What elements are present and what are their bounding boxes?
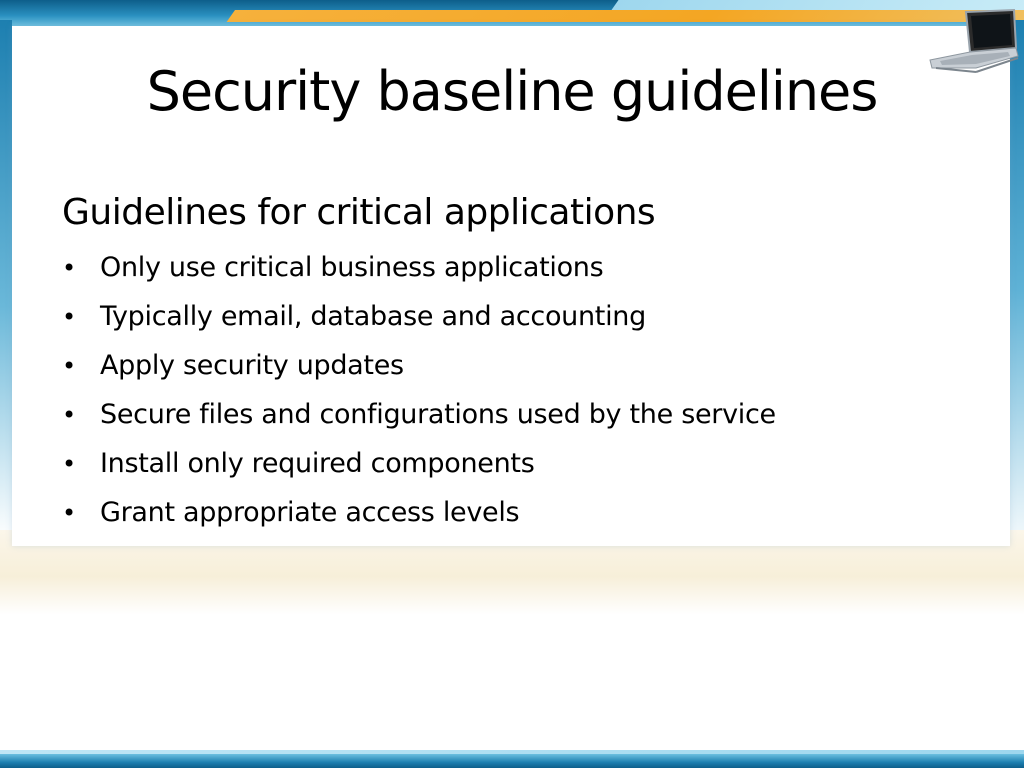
list-item	[60, 348, 776, 397]
bullet-text: Secure files and configurations used by the service	[100, 399, 776, 430]
bullet-dot: •	[62, 499, 76, 527]
top-orange-stripe	[227, 10, 1024, 22]
bullet-dot: •	[62, 303, 76, 331]
slide-title: Security baseline guidelines	[146, 60, 878, 123]
section-heading: Guidelines for critical applications	[62, 192, 656, 233]
bullet-dot: •	[62, 401, 76, 429]
bullet-text: Typically email, database and accounting	[100, 301, 646, 332]
bullet-list	[60, 250, 776, 544]
bullet-text: Grant appropriate access levels	[100, 497, 520, 528]
bullet-text: Apply security updates	[100, 350, 404, 381]
bullet-text: Install only required components	[100, 448, 535, 479]
bullet-text: Only use critical business applications	[100, 252, 604, 283]
bullet-dot: •	[62, 450, 76, 478]
bullet-dot: •	[62, 352, 76, 380]
bullet-dot: •	[62, 254, 76, 282]
bottom-decorative-strip	[0, 754, 1024, 768]
list-item	[60, 495, 776, 544]
list-item	[60, 397, 776, 446]
list-item	[60, 446, 776, 495]
list-item	[60, 250, 776, 299]
list-item	[60, 299, 776, 348]
